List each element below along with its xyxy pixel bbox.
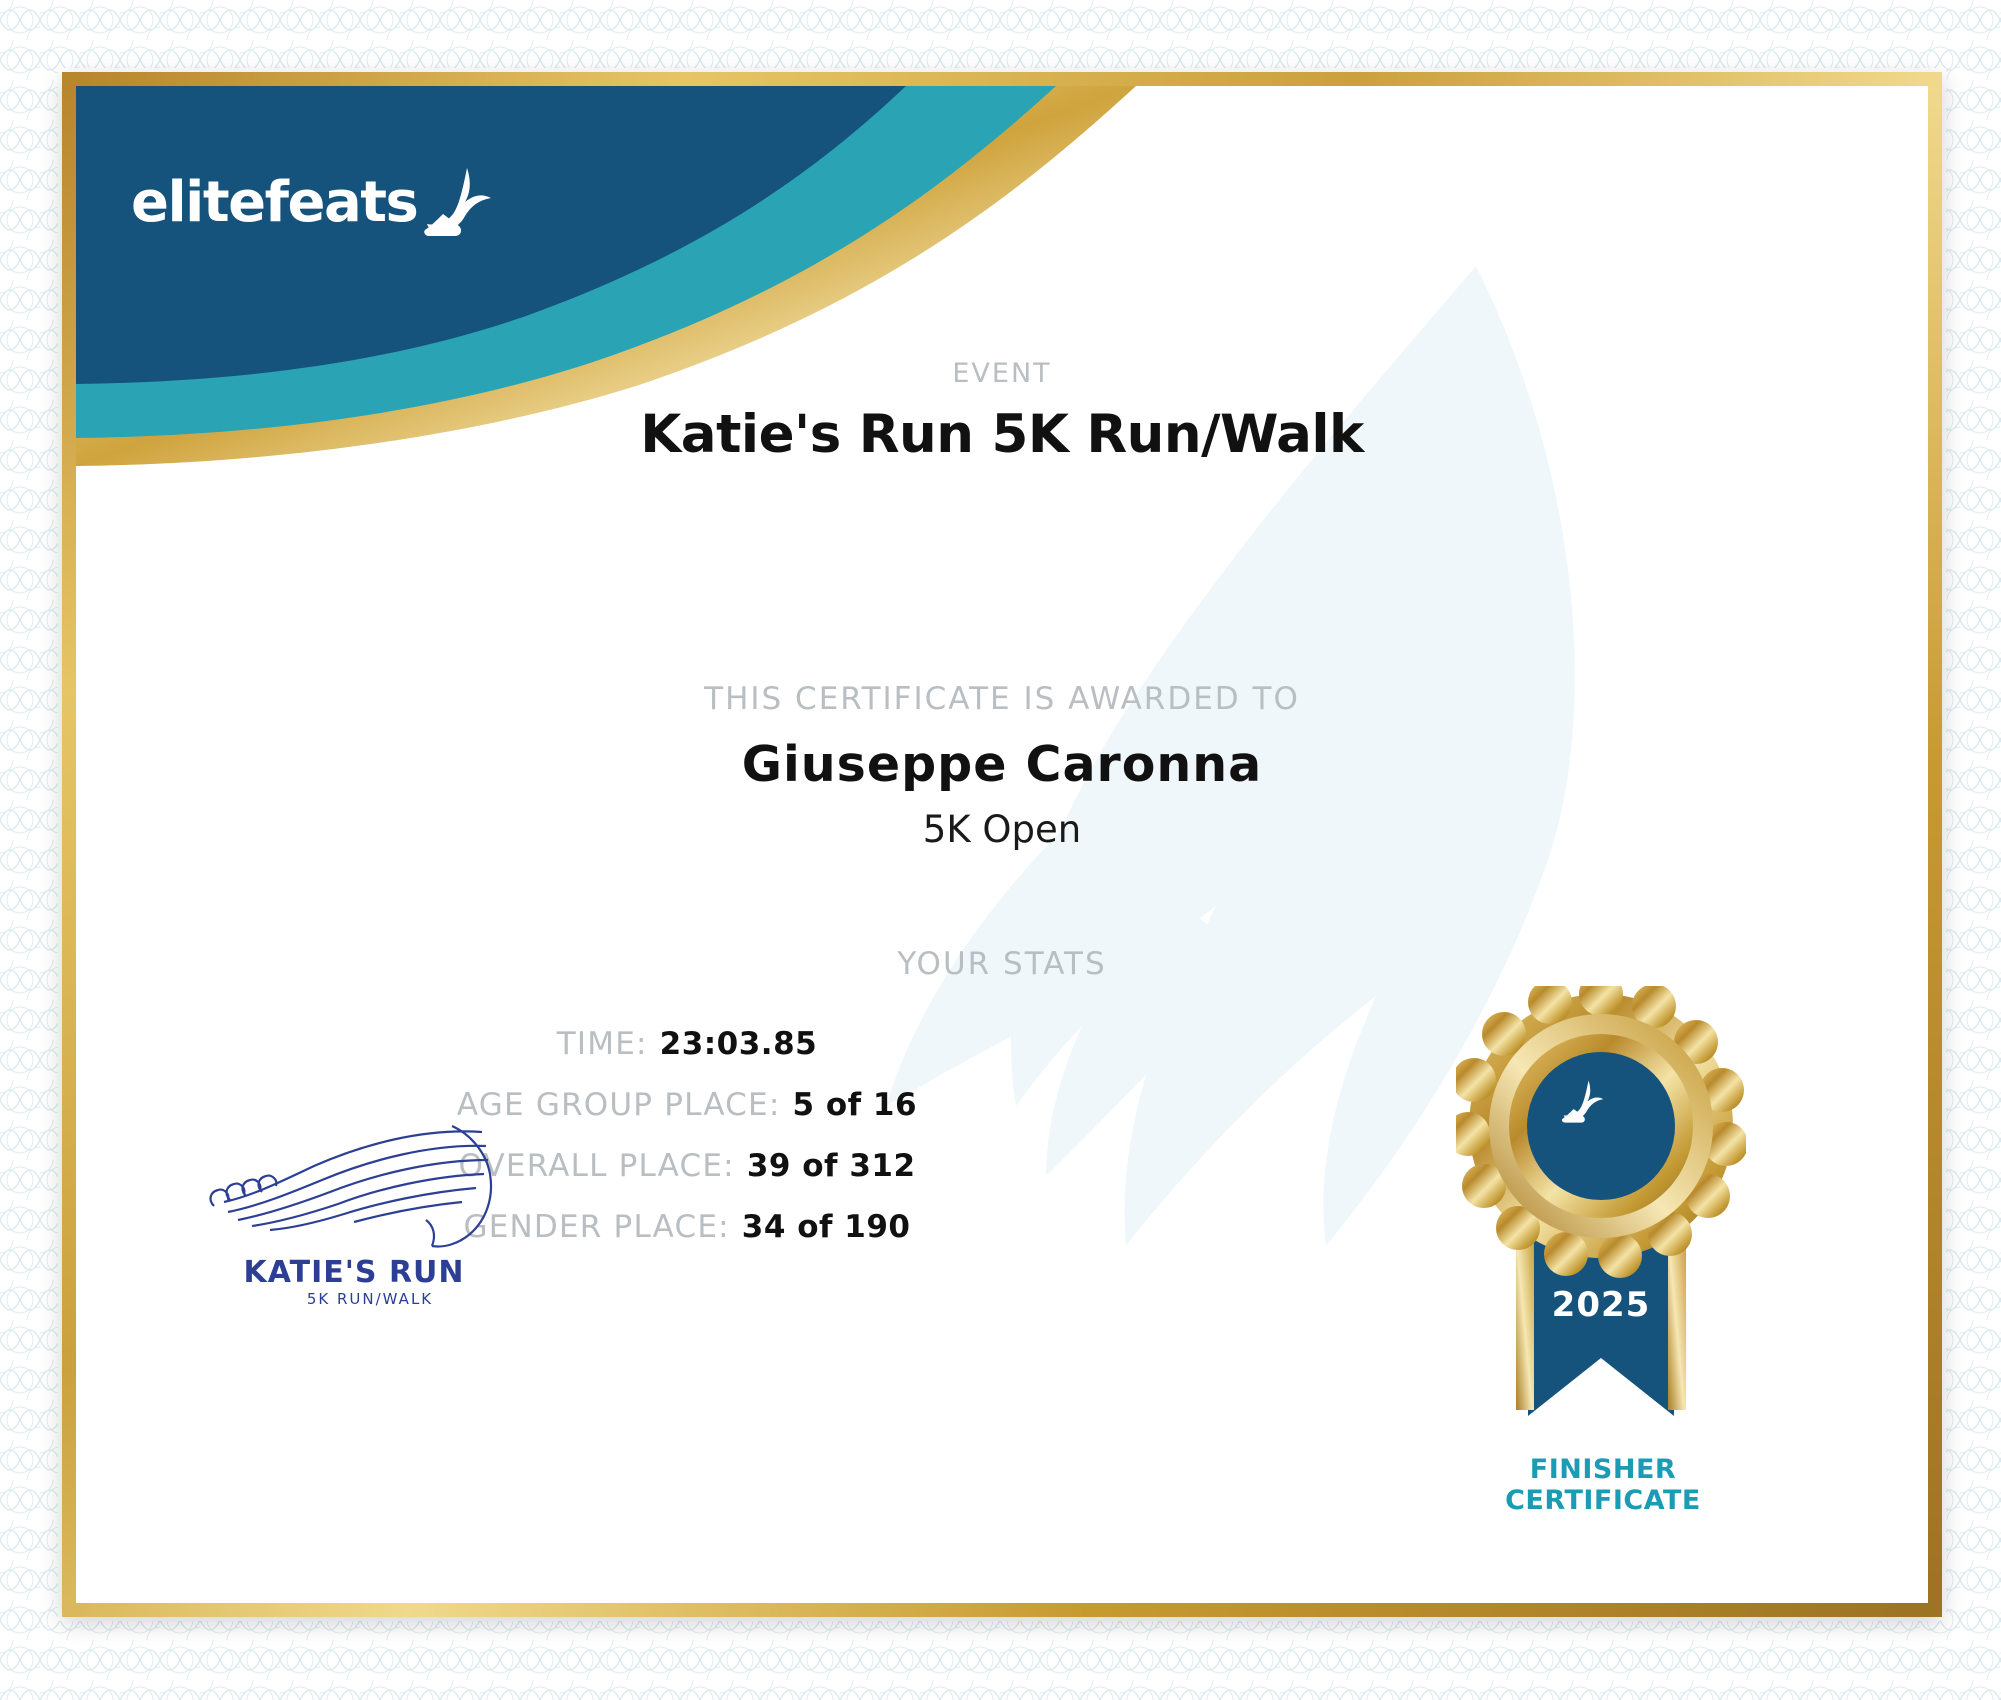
seal-caption-line1: FINISHER — [1529, 1454, 1677, 1485]
stat-key: GENDER PLACE: — [463, 1209, 730, 1245]
svg-text:5K RUN/WALK: 5K RUN/WALK — [306, 1290, 434, 1308]
stat-value: 39 of 312 — [746, 1148, 916, 1184]
event-name: Katie's Run 5K Run/Walk — [640, 404, 1364, 465]
svg-text:KATIE'S RUN: KATIE'S RUN — [243, 1255, 465, 1290]
stat-key: OVERALL PLACE: — [458, 1148, 735, 1184]
stat-value: 23:03.85 — [659, 1026, 818, 1062]
stat-value: 5 of 16 — [792, 1087, 918, 1123]
awarded-to-label: THIS CERTIFICATE IS AWARDED TO — [704, 681, 1300, 717]
stat-key: AGE GROUP PLACE: — [456, 1087, 781, 1123]
stat-key: TIME: — [556, 1026, 648, 1062]
certificate-body — [76, 86, 1928, 1603]
seal-caption-line2: CERTIFICATE — [1505, 1485, 1701, 1517]
event-label: EVENT — [952, 358, 1052, 389]
finisher-seal — [1456, 986, 1746, 1446]
stat-value: 34 of 190 — [741, 1209, 911, 1245]
seal-caption — [1438, 1454, 1768, 1516]
gold-frame — [62, 72, 1942, 1617]
seal-year: 2025 — [1551, 1285, 1651, 1325]
race-logo — [194, 1114, 524, 1314]
division-name: 5K Open — [922, 808, 1082, 851]
brand-logo-text: elitefeats — [131, 169, 418, 235]
stats-label: YOUR STATS — [897, 946, 1107, 982]
recipient-name: Giuseppe Caronna — [741, 736, 1263, 793]
